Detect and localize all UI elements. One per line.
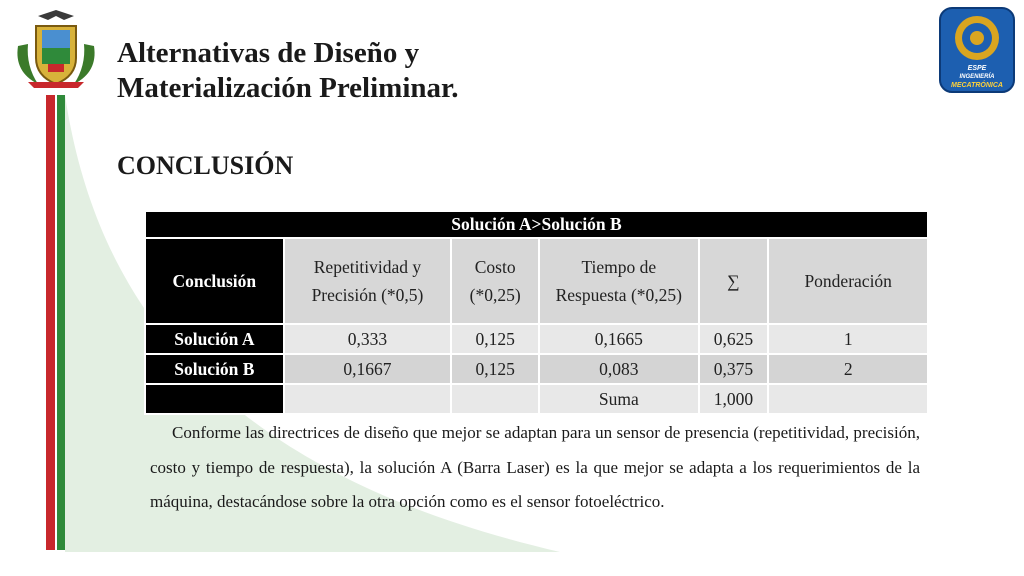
- table-cell: 0,1667: [284, 354, 452, 384]
- logo-line1: ESPE: [967, 65, 987, 72]
- sum-row: [145, 384, 928, 414]
- sum-value: 1,000: [699, 384, 769, 414]
- table-cell: 0,625: [699, 324, 769, 354]
- table-cell: 1: [768, 324, 928, 354]
- table-cell: 0,375: [699, 354, 769, 384]
- table-row: [145, 354, 928, 384]
- title-line-1: Alternativas de Diseño y: [117, 37, 420, 69]
- logo-line2: INGENIERÍA: [959, 74, 995, 80]
- table-cell: [768, 384, 928, 414]
- table-cell: 0,125: [451, 324, 539, 354]
- page-title: [117, 36, 458, 106]
- title-line-2: Materialización Preliminar.: [117, 72, 459, 104]
- table-cell: 0,125: [451, 354, 539, 384]
- red-stripe: [46, 95, 55, 550]
- sum-row-label: [145, 384, 284, 414]
- coat-of-arms-icon: [8, 6, 104, 90]
- espe-mecatronica-logo: [938, 6, 1016, 94]
- table-cell: 0,1665: [539, 324, 698, 354]
- table-caption: Solución A>Solución B: [145, 211, 928, 238]
- table-row: [145, 324, 928, 354]
- header-conclusion: Conclusión: [145, 238, 284, 324]
- sum-label: Suma: [539, 384, 698, 414]
- header-repetitividad: Repetitividad y Precisión (*0,5): [284, 238, 452, 324]
- row-label: Solución A: [145, 324, 284, 354]
- comparison-table: [144, 210, 929, 415]
- table-cell: 0,083: [539, 354, 698, 384]
- conclusion-paragraph: Conforme las directrices de diseño que mejor se adaptan para un sensor de presencia (repetitividad, precisión, costo y tiempo de respuesta), la solución A (Barra Laser) es la que mejor se adapta a los requerimientos de la máquina, destacándose sobre la otra opción como es el sensor fotoeléctrico.: [150, 423, 920, 511]
- table-cell: [451, 384, 539, 414]
- table-cell: [284, 384, 452, 414]
- row-label: Solución B: [145, 354, 284, 384]
- table-cell: 0,333: [284, 324, 452, 354]
- header-tiempo: Tiempo de Respuesta (*0,25): [539, 238, 698, 324]
- header-sum: ∑: [699, 238, 769, 324]
- header-ponderacion: Ponderación: [768, 238, 928, 324]
- table-caption-row: [145, 211, 928, 238]
- table-header-row: [145, 238, 928, 324]
- header-costo: Costo (*0,25): [451, 238, 539, 324]
- table-cell: 2: [768, 354, 928, 384]
- logo-line3: MECATRÓNICA: [951, 82, 1003, 89]
- green-stripe: [57, 95, 65, 550]
- section-heading: CONCLUSIÓN: [117, 151, 294, 180]
